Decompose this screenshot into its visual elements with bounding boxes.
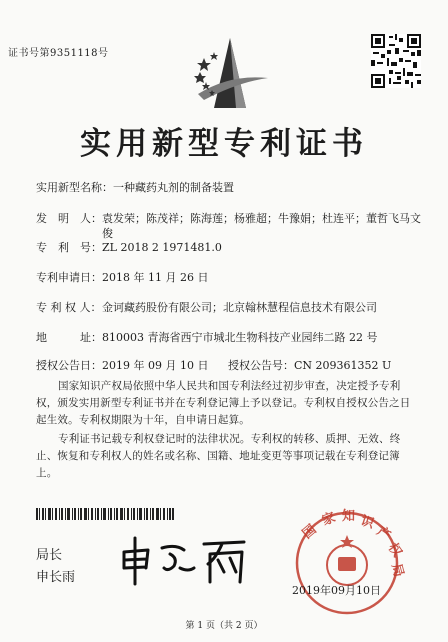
svg-text:产: 产 <box>373 523 393 544</box>
grant-number-value: CN 209361352 U <box>294 359 392 372</box>
address-label: 地 址： <box>36 331 102 344</box>
inventor-label: 发 明 人： <box>36 212 102 225</box>
address-row <box>36 330 377 345</box>
svg-text:家: 家 <box>320 510 338 529</box>
holder-value: 金诃藏药股份有限公司；北京翰林慧程信息技术有限公司 <box>102 301 377 314</box>
barcode-icon <box>36 508 174 520</box>
certificate-number: 证书号第9351118号 <box>8 48 109 59</box>
legal-status-paragraph: 专利证书记载专利权登记时的法律状况。专利权的转移、质押、无效、终止、恢复和专利权人的姓名或名称、国籍、地址变更等事项记载在专利登记簿上。 <box>36 433 401 479</box>
filing-date-value: 2018 年 11 月 26 日 <box>102 271 209 284</box>
svg-text:知: 知 <box>342 509 356 524</box>
grant-statement-paragraph: 国家知识产权局依照中华人民共和国专利法经过初步审查，决定授予专利权，颁发实用新型专利证书并在专利登记簿上予以登记。专利权自授权公告之日起生效。专利权期限为十年，自申请日起算。 <box>36 380 411 426</box>
grant-date-label: 授权公告日： <box>36 359 102 372</box>
patent-number-row <box>36 240 222 255</box>
svg-text:国: 国 <box>299 522 320 543</box>
inventor-value: 袁发荣；陈茂祥；陈海莲；杨雅超；牛豫娟；杜连平；董哲飞马文俊 <box>102 212 421 240</box>
handwritten-signature-icon <box>118 528 258 588</box>
patent-office-emblem-icon <box>190 34 276 114</box>
grant-row <box>36 358 391 373</box>
address-value: 810003 青海省西宁市城北生物科技产业园纬二路 22 号 <box>102 331 378 344</box>
qr-code-icon <box>371 34 421 88</box>
signatory-name: 申长雨 <box>36 570 76 585</box>
holder-label: 专 利 权 人： <box>36 301 102 314</box>
grant-date-value: 2019 年 09 月 10 日 <box>102 359 209 372</box>
certificate-title: 实用新型专利证书 <box>80 126 368 162</box>
signatory-title: 局长 <box>36 548 63 563</box>
page-footer: 第 1 页（共 2 页） <box>185 621 263 631</box>
svg-text:局: 局 <box>388 562 406 579</box>
patent-number-value: ZL 2018 2 1971481.0 <box>102 241 222 254</box>
holder-row <box>36 300 377 315</box>
grant-number-label: 授权公告号： <box>228 359 294 372</box>
inventor-row <box>36 211 422 241</box>
official-seal-icon <box>272 505 422 615</box>
filing-date-row <box>36 270 208 285</box>
svg-text:识: 识 <box>358 513 376 532</box>
seal-date: 2019年09月10日 <box>292 584 381 597</box>
name-row <box>36 180 234 195</box>
filing-date-label: 专利申请日： <box>36 271 102 284</box>
patent-number-label: 专 利 号： <box>36 241 102 254</box>
name-value: 一种藏药丸剂的制备装置 <box>113 181 234 194</box>
svg-text:权: 权 <box>384 540 405 560</box>
name-label: 实用新型名称： <box>36 181 113 194</box>
